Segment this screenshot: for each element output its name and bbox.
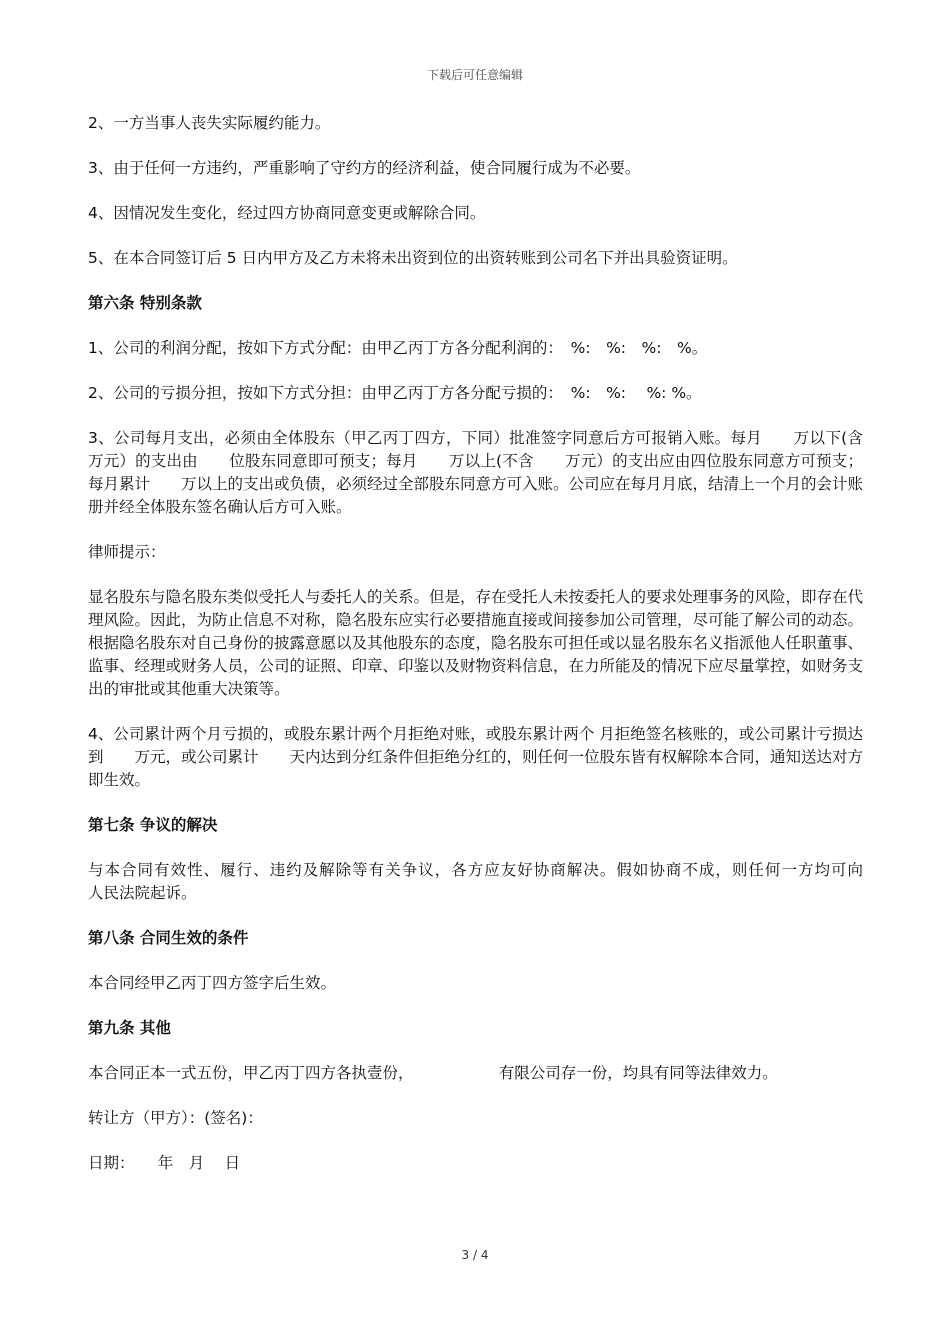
lawyer-tip-label: 律师提示： (88, 543, 166, 561)
clause-termination-4: 4、因情况发生变化，经过四方协商同意变更或解除合同。 (88, 204, 486, 222)
article-8-heading: 第八条 合同生效的条件 (88, 929, 249, 947)
date-line: 日期： 年 月 日 (88, 1154, 241, 1172)
lawyer-tip-text: 显名股东与隐名股东类似受托人与委托人的关系。但是，存在受托人未按委托人的要求处理事务的风险，即存在代理风险。因此，为防止信息不对称，隐名股东应实行必要措施直接或间接参加公司管理，尽可能了解公司的动态。根据隐名股东对自己身份的披露意愿以及其他股东的态度，隐名股东可担任或以显名股东名义指派他人任职董事、监事、经理或财务人员，公司的证照、印章、印鉴以及财物资料信息，在力所能及的情况下应尽量掌控，如财务支出的审批或其他重大决策等。 (88, 588, 864, 698)
page-header: 下载后可任意编辑 (426, 68, 523, 82)
clause-losses-termination: 4、公司累计两个月亏损的，或股东累计两个月拒绝对账，或股东累计两个 月拒绝签名核账的，或公司累计亏损达到 万元，或公司累计 天内达到分红条件但拒绝分红的，则任何一位股东皆有权解除本合同，通知送达对方即生效。 (88, 725, 864, 789)
document-body (88, 112, 926, 1175)
clause-profit-distribution: 1、公司的利润分配，按如下方式分配：由甲乙丙丁方各分配利润的： %: %: %: %。 (88, 339, 708, 357)
article-6-heading: 第六条 特别条款 (88, 294, 202, 312)
clause-effectiveness: 本合同经甲乙丙丁四方签字后生效。 (88, 974, 337, 992)
clause-loss-sharing: 2、公司的亏损分担，按如下方式分担：由甲乙丙丁方各分配亏损的： %: %: %: %。 (88, 384, 702, 402)
signature-line: 转让方（甲方）：(签名)： (88, 1109, 263, 1127)
clause-monthly-expenses: 3、公司每月支出，必须由全体股东（甲乙丙丁四方，下同）批准签字同意后方可报销入账。每月 万以下(含 万元）的支出由 位股东同意即可预支；每月 万以上(不含 万元）的支出应由四位股东同意方可预支；每月累计 万以上的支出或负债，必须经过全部股东同意方可入账。公司应在每月月底，结清上一个月的会计账册并经全体股东签名确认后方可入账。 (88, 429, 895, 516)
page-number: 3 / 4 (461, 1248, 489, 1262)
article-9-heading: 第九条 其他 (88, 1019, 171, 1037)
clause-termination-5: 5、在本合同签订后 5 日内甲方及乙方未将未出资到位的出资转账到公司名下并出具验资证明。 (88, 249, 738, 267)
clause-termination-3: 3、由于任何一方违约，严重影响了守约方的经济利益，使合同履行成为不必要。 (88, 159, 641, 177)
clause-copies: 本合同正本一式五份，甲乙丙丁四方各执壹份， 有限公司存一份，均具有同等法律效力。 (88, 1064, 778, 1082)
clause-dispute-resolution: 与本合同有效性、履行、违约及解除等有关争议，各方应友好协商解决。假如协商不成，则任何一方均可向 人民法院起诉。 (88, 861, 926, 902)
clause-termination-2: 2、一方当事人丧失实际履约能力。 (88, 114, 331, 132)
article-7-heading: 第七条 争议的解决 (88, 816, 218, 834)
